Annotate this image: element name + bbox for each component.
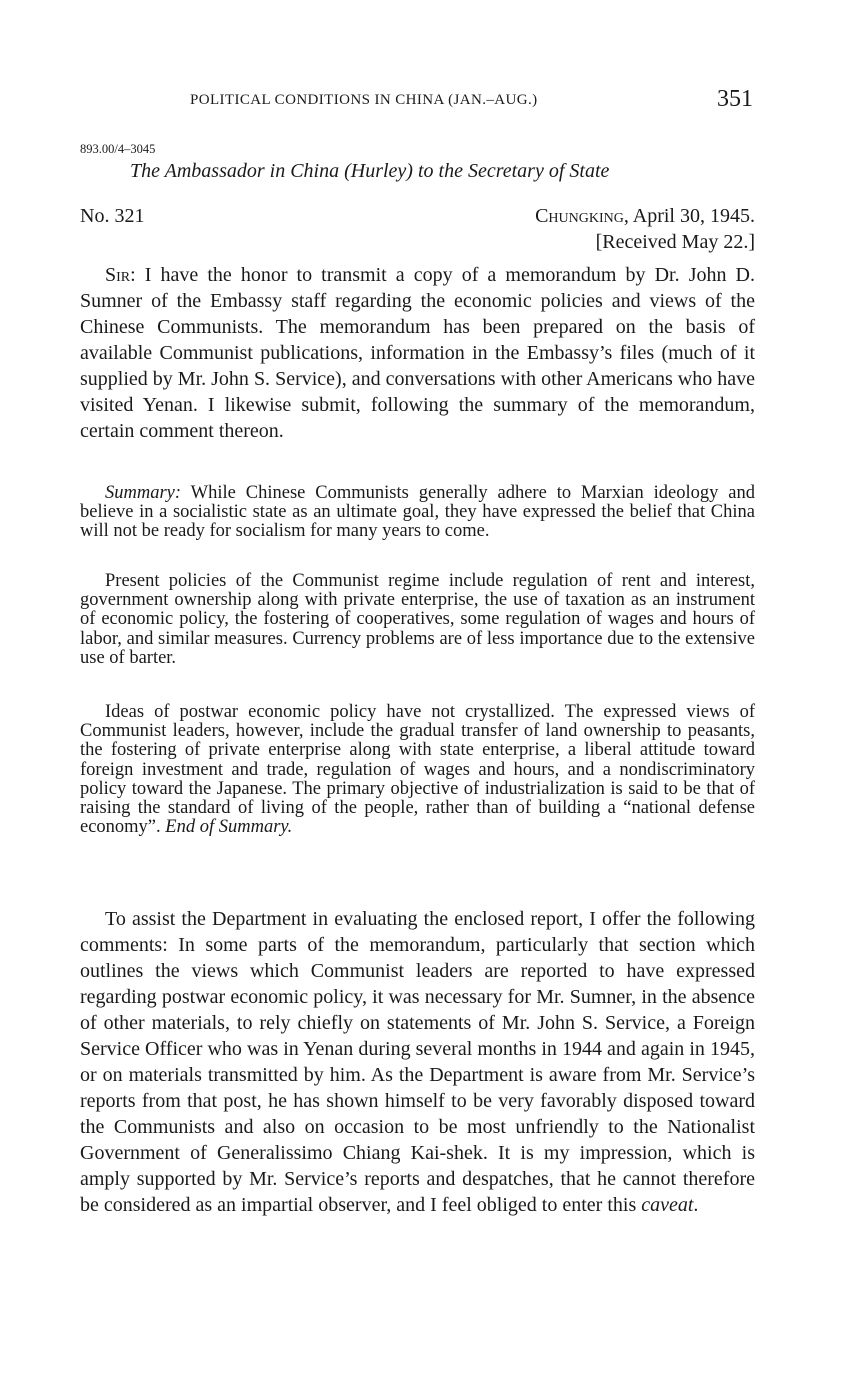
intro-text: : I have the honor to transmit a copy of a memorandum by Dr. John D. Sumner of the Embassy staff regarding the economic policies and views of the Chinese Communists. The memorandum has been prepared on the basis of available Communist publications, information in the Embassy’s files (much of it supplied by Mr. John S. Service), and conversations with other Americans who have visited Yenan. I likewise submit, following the summary of the memorandum, certain comment thereon. (80, 264, 755, 442)
document-title: The Ambassador in China (Hurley) to the Secretary of State (130, 160, 610, 182)
summary-paragraph-2: Present policies of the Communist regime include regulation of rent and interest, government ownership along with private enterprise, the use of taxation as an instrument of economic policy, the fostering of cooperatives, some regulation of wages and hours of labor, and similar measures. Currency problems are of less importance due to the extensive use of barter. (80, 571, 755, 668)
summary-paragraph-3 (80, 703, 755, 837)
dispatch-number: No. 321 (80, 205, 145, 227)
dispatch-date: April 30, 1945. (628, 205, 755, 227)
summary-text-3: Ideas of postwar economic policy have not crystallized. The expressed views of Communist leaders, however, include the gradual transfer of land ownership to peasants, the fostering of private enterprise along with state enterprise, a liberal attitude toward foreign investment and trade, regulation of wages and hours, and a nondiscriminatory policy toward the Japanese. The primary objective of industrialization is said to be that of raising the standard of living of the people, rather than of building a “national defense economy”. (80, 702, 755, 838)
comment-text: To assist the Department in evaluating the enclosed report, I offer the following comments: In some parts of the memorandum, particularly that section which outlines the views which Communist leaders are reported to have expressed regarding postwar economic policy, it was necessary for Mr. Sumner, in the absence of other materials, to rely chiefly on statements of Mr. John S. Service, a Foreign Service Officer who was in Yenan during several months in 1944 and again in 1945, or on materials transmitted by him. As the Department is aware from Mr. Service’s reports from that post, he has shown himself to be very favorably disposed toward the Communists and also on occasion to be most unfriendly to the Nationalist Government of Generalissimo Chiang Kai-shek. It is my impression, which is amply supported by Mr. Service’s reports and despatches, that he cannot therefore be considered as an impartial observer, and I feel obliged to enter this (80, 908, 755, 1216)
summary-paragraph-1 (80, 484, 755, 542)
summary-text-1: While Chinese Communists generally adhere to Marxian ideology and believe in a socialistic state as an ultimate goal, they have expressed the belief that China will not be ready for socialism for many years to come. (80, 483, 755, 542)
summary-label: Summary: (105, 483, 182, 503)
place-date-line (535, 205, 755, 228)
salutation: Sir (105, 264, 131, 286)
comment-paragraph (80, 906, 755, 1218)
running-title: POLITICAL CONDITIONS IN CHINA (JAN.–AUG.) (190, 92, 538, 108)
end-of-summary: End of Summary. (165, 817, 293, 838)
dispatch-place: Chungking, (535, 205, 629, 227)
file-number: 893.00/4–3045 (80, 142, 156, 156)
caveat-word: caveat (641, 1194, 694, 1216)
received-date: [Received May 22.] (595, 231, 755, 253)
comment-end: . (693, 1194, 699, 1216)
intro-paragraph (80, 262, 755, 444)
page-number: 351 (717, 86, 753, 112)
